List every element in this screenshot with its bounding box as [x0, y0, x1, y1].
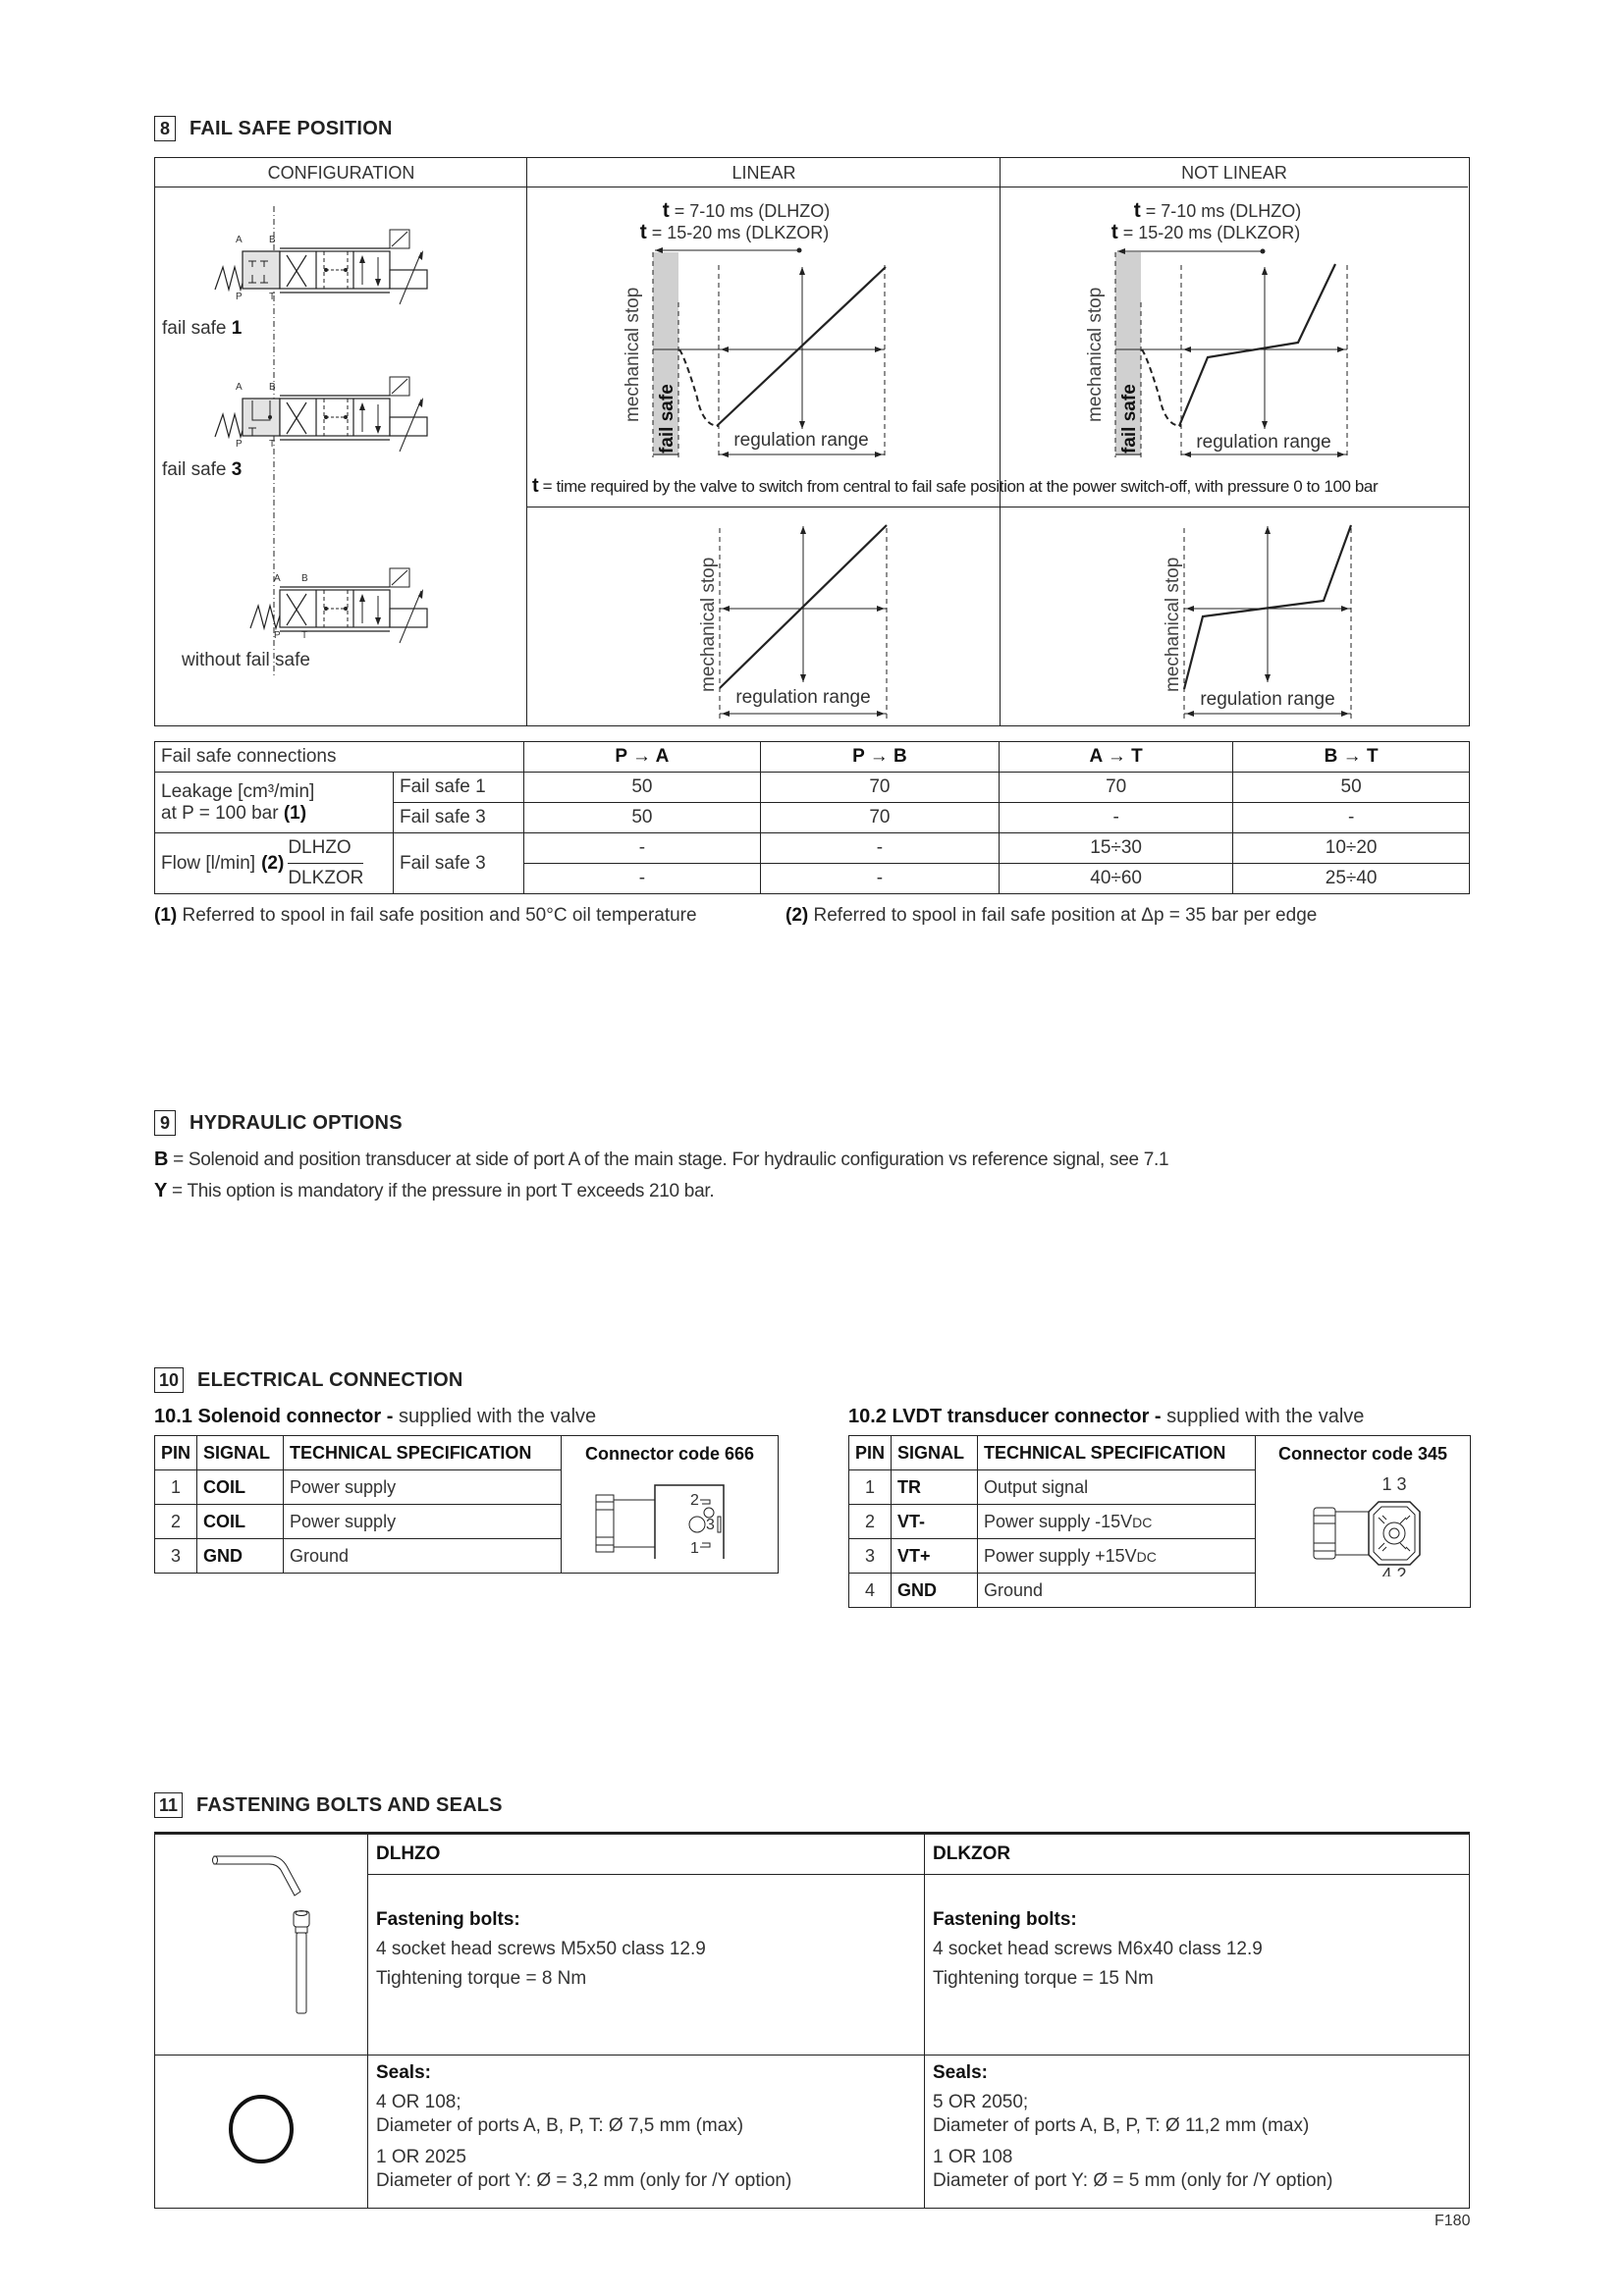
o-ring-icon	[222, 2090, 300, 2168]
regulation-range-label: regulation range	[1200, 689, 1335, 710]
o-ring-icon-cell	[155, 2056, 368, 2209]
svg-text:1: 1	[690, 1540, 699, 1557]
section-title: ELECTRICAL CONNECTION	[197, 1368, 463, 1391]
model-header-dlkzor: DLKZOR	[925, 1834, 1470, 1875]
port-label: P	[236, 439, 243, 450]
footnote-1: (1) Referred to spool in fail safe position and 50°C oil temperature	[154, 905, 697, 926]
config-label-fail-safe-1: fail safe 1	[162, 318, 243, 339]
port-label: T	[301, 630, 308, 641]
bolts-cell-dlhzo: Fastening bolts: 4 socket head screws M5x50 class 12.9 Tightening torque = 8 Nm	[368, 1875, 925, 2056]
cell: -	[1233, 803, 1470, 833]
mechanical-stop-label: mechanical stop	[1163, 557, 1183, 692]
cell: 50	[524, 773, 761, 803]
section-number: 10	[154, 1367, 184, 1393]
spec-cell: Ground	[978, 1574, 1256, 1608]
signal-cell: GND	[197, 1539, 284, 1574]
page-number: F180	[1435, 2213, 1471, 2229]
linear-diagram-no-fail-safe	[697, 520, 893, 726]
signal-cell: GND	[892, 1574, 978, 1608]
valve-symbol-fail-safe-1	[215, 230, 427, 304]
connector-code: Connector code 666	[584, 1444, 755, 1464]
port-label: T	[269, 439, 276, 450]
pin-cell: 3	[849, 1539, 892, 1574]
table-header-row	[155, 742, 1470, 773]
header-cell: TECHNICAL SPECIFICATION	[284, 1436, 562, 1470]
option-b: B = Solenoid and position transducer at side of port A of the main stage. For hydraulic configuration vs reference signal, see 7.1	[154, 1148, 1169, 1170]
characteristic-line	[717, 267, 886, 426]
model-header-dlhzo: DLHZO	[368, 1834, 925, 1875]
regulation-range-label: regulation range	[733, 430, 869, 451]
seals-cell-dlkzor: Seals: 5 OR 2050; Diameter of ports A, B, P, T: Ø 11,2 mm (max) 1 OR 108 Diameter of port Y: Ø = 5 mm (only for /Y option)	[925, 2056, 1470, 2209]
signal-cell: COIL	[197, 1505, 284, 1539]
pin-cell: 4	[849, 1574, 892, 1608]
leakage-label: Leakage [cm³/min] at P = 100 bar (1)	[155, 773, 394, 833]
cell: 70	[760, 773, 999, 803]
signal-cell: COIL	[197, 1470, 284, 1505]
cell: -	[760, 864, 999, 894]
spec-cell: Output signal	[978, 1470, 1256, 1505]
lvdt-connector-icon	[1284, 1468, 1441, 1576]
valve-symbol-without-fail-safe	[250, 568, 427, 643]
mechanical-stop-label: mechanical stop	[698, 557, 719, 692]
regulation-range-label: regulation range	[1196, 432, 1331, 453]
section-11-header	[154, 1792, 503, 1818]
svg-text:3: 3	[706, 1517, 715, 1533]
characteristic-line	[1179, 264, 1335, 426]
divider	[1000, 158, 1001, 725]
port-label: B	[301, 573, 308, 584]
fail-safe-label: fail safe	[657, 384, 677, 454]
solenoid-connector-title: 10.1 Solenoid connector - supplied with the valve	[154, 1406, 597, 1427]
header-cell: Fail safe connections	[155, 742, 524, 773]
cell: -	[524, 864, 761, 894]
spec-cell: Power supply	[284, 1505, 562, 1539]
flow-model: DLKZOR	[288, 868, 364, 888]
cell: 50	[524, 803, 761, 833]
not-linear-diagram-no-fail-safe	[1162, 520, 1358, 726]
valve-symbol-fail-safe-3	[215, 377, 427, 452]
section-10-header	[154, 1367, 463, 1393]
connector-code: Connector code 345	[1277, 1444, 1448, 1464]
cell: -	[524, 833, 761, 864]
footnote-2: (2) Referred to spool in fail safe position at Δp = 35 bar per edge	[785, 905, 1318, 926]
cell: 70	[1000, 773, 1233, 803]
header-cell: SIGNAL	[197, 1436, 284, 1470]
timing-dlhzo: t = 7-10 ms (DLHZO)	[662, 199, 831, 222]
header-cell: PIN	[155, 1436, 197, 1470]
port-label: P	[236, 292, 243, 302]
config-label-fail-safe-3: fail safe 3	[162, 459, 243, 480]
pin-cell: 2	[155, 1505, 197, 1539]
pin-cell: 1	[849, 1470, 892, 1505]
not-linear-fail-safe-diagram	[1080, 196, 1375, 461]
header-cell: A → T	[1000, 742, 1233, 773]
timing-note: t = time required by the valve to switch from central to fail safe position at the power switch-off, with pressure 0 to 100 bar	[532, 475, 1379, 497]
fail-safe-label: fail safe	[1119, 384, 1140, 454]
fastening-bolts-seals-table	[154, 1832, 1470, 2209]
header-cell: B → T	[1233, 742, 1470, 773]
cell: 25÷40	[1233, 864, 1470, 894]
header-cell: P → A	[524, 742, 761, 773]
section-8-header	[154, 116, 393, 141]
spec-cell: Power supply -15VDC	[978, 1505, 1256, 1539]
connector-cell	[562, 1436, 779, 1574]
bolts-cell-dlkzor: Fastening bolts: 4 socket head screws M6x40 class 12.9 Tightening torque = 15 Nm	[925, 1875, 1470, 2056]
solenoid-connector-table	[154, 1435, 779, 1574]
signal-cell: TR	[892, 1470, 978, 1505]
solenoid-connector-icon	[586, 1470, 753, 1559]
option-y: Y = This option is mandatory if the pressure in port T exceeds 210 bar.	[154, 1180, 715, 1201]
signal-cell: VT+	[892, 1539, 978, 1574]
port-label: B	[269, 235, 276, 245]
sub-label: Fail safe 1	[394, 773, 524, 803]
section-title: HYDRAULIC OPTIONS	[189, 1111, 403, 1134]
seals-cell-dlhzo: Seals: 4 OR 108; Diameter of ports A, B, P, T: Ø 7,5 mm (max) 1 OR 2025 Diameter of port Y: Ø = 3,2 mm (only for /Y option)	[368, 2056, 925, 2209]
section-title: FAIL SAFE POSITION	[189, 117, 393, 139]
sub-label: Fail safe 3	[394, 803, 524, 833]
section-number: 9	[154, 1110, 176, 1136]
timing-dlkzor: t = 15-20 ms (DLKZOR)	[639, 221, 830, 243]
column-header-configuration: CONFIGURATION	[155, 158, 527, 187]
pin-cell: 1	[155, 1470, 197, 1505]
port-label: A	[236, 382, 243, 393]
header-cell: PIN	[849, 1436, 892, 1470]
lvdt-connector-title: 10.2 LVDT transducer connector - supplied with the valve	[848, 1406, 1365, 1427]
cell: 50	[1233, 773, 1470, 803]
flow-label: Flow [l/min] (2) DLHZO DLKZOR	[155, 833, 394, 894]
port-label: B	[269, 382, 276, 393]
bolt-icon-cell	[155, 1834, 368, 2056]
port-label: A	[236, 235, 243, 245]
cell: 70	[760, 803, 999, 833]
cell: -	[760, 833, 999, 864]
svg-text:4 2: 4 2	[1381, 1565, 1407, 1576]
sub-label: Fail safe 3	[394, 833, 524, 894]
fail-safe-connections-table	[154, 741, 1470, 894]
connector-cell	[1256, 1436, 1471, 1608]
seals-row	[155, 2056, 1470, 2209]
hex-key-and-screw-icon	[163, 1835, 359, 2031]
pin-cell: 2	[849, 1505, 892, 1539]
valve-schematics	[154, 187, 527, 697]
svg-text:2: 2	[690, 1492, 699, 1509]
cell: 10÷20	[1233, 833, 1470, 864]
section-number: 11	[154, 1792, 183, 1818]
pin-cell: 3	[155, 1539, 197, 1574]
cell: -	[1000, 803, 1233, 833]
header-cell: P → B	[760, 742, 999, 773]
flow-model: DLHZO	[288, 833, 363, 864]
mechanical-stop-label: mechanical stop	[623, 287, 643, 422]
spec-cell: Power supply +15VDC	[978, 1539, 1256, 1574]
cell: 15÷30	[1000, 833, 1233, 864]
cell: 40÷60	[1000, 864, 1233, 894]
lvdt-connector-table	[848, 1435, 1471, 1608]
linear-fail-safe-diagram	[609, 196, 903, 461]
port-label: P	[274, 630, 281, 641]
timing-dlkzor: t = 15-20 ms (DLKZOR)	[1110, 221, 1301, 243]
svg-text:1 3: 1 3	[1381, 1474, 1407, 1494]
header-cell: SIGNAL	[892, 1436, 978, 1470]
regulation-range-label: regulation range	[735, 687, 871, 708]
signal-cell: VT-	[892, 1505, 978, 1539]
timing-dlhzo: t = 7-10 ms (DLHZO)	[1133, 199, 1302, 222]
spec-cell: Ground	[284, 1539, 562, 1574]
spec-cell: Power supply	[284, 1470, 562, 1505]
section-title: FASTENING BOLTS AND SEALS	[196, 1793, 503, 1816]
port-label: A	[274, 573, 281, 584]
column-header-not-linear: NOT LINEAR	[1001, 158, 1468, 187]
config-label-without-fail-safe: without fail safe	[182, 650, 310, 670]
header-cell: TECHNICAL SPECIFICATION	[978, 1436, 1256, 1470]
mechanical-stop-label: mechanical stop	[1085, 287, 1106, 422]
column-header-linear: LINEAR	[527, 158, 1001, 187]
table-row	[155, 833, 1470, 864]
section-number: 8	[154, 116, 176, 141]
table-row	[155, 773, 1470, 803]
section-9-header	[154, 1110, 403, 1136]
port-label: T	[269, 292, 276, 302]
